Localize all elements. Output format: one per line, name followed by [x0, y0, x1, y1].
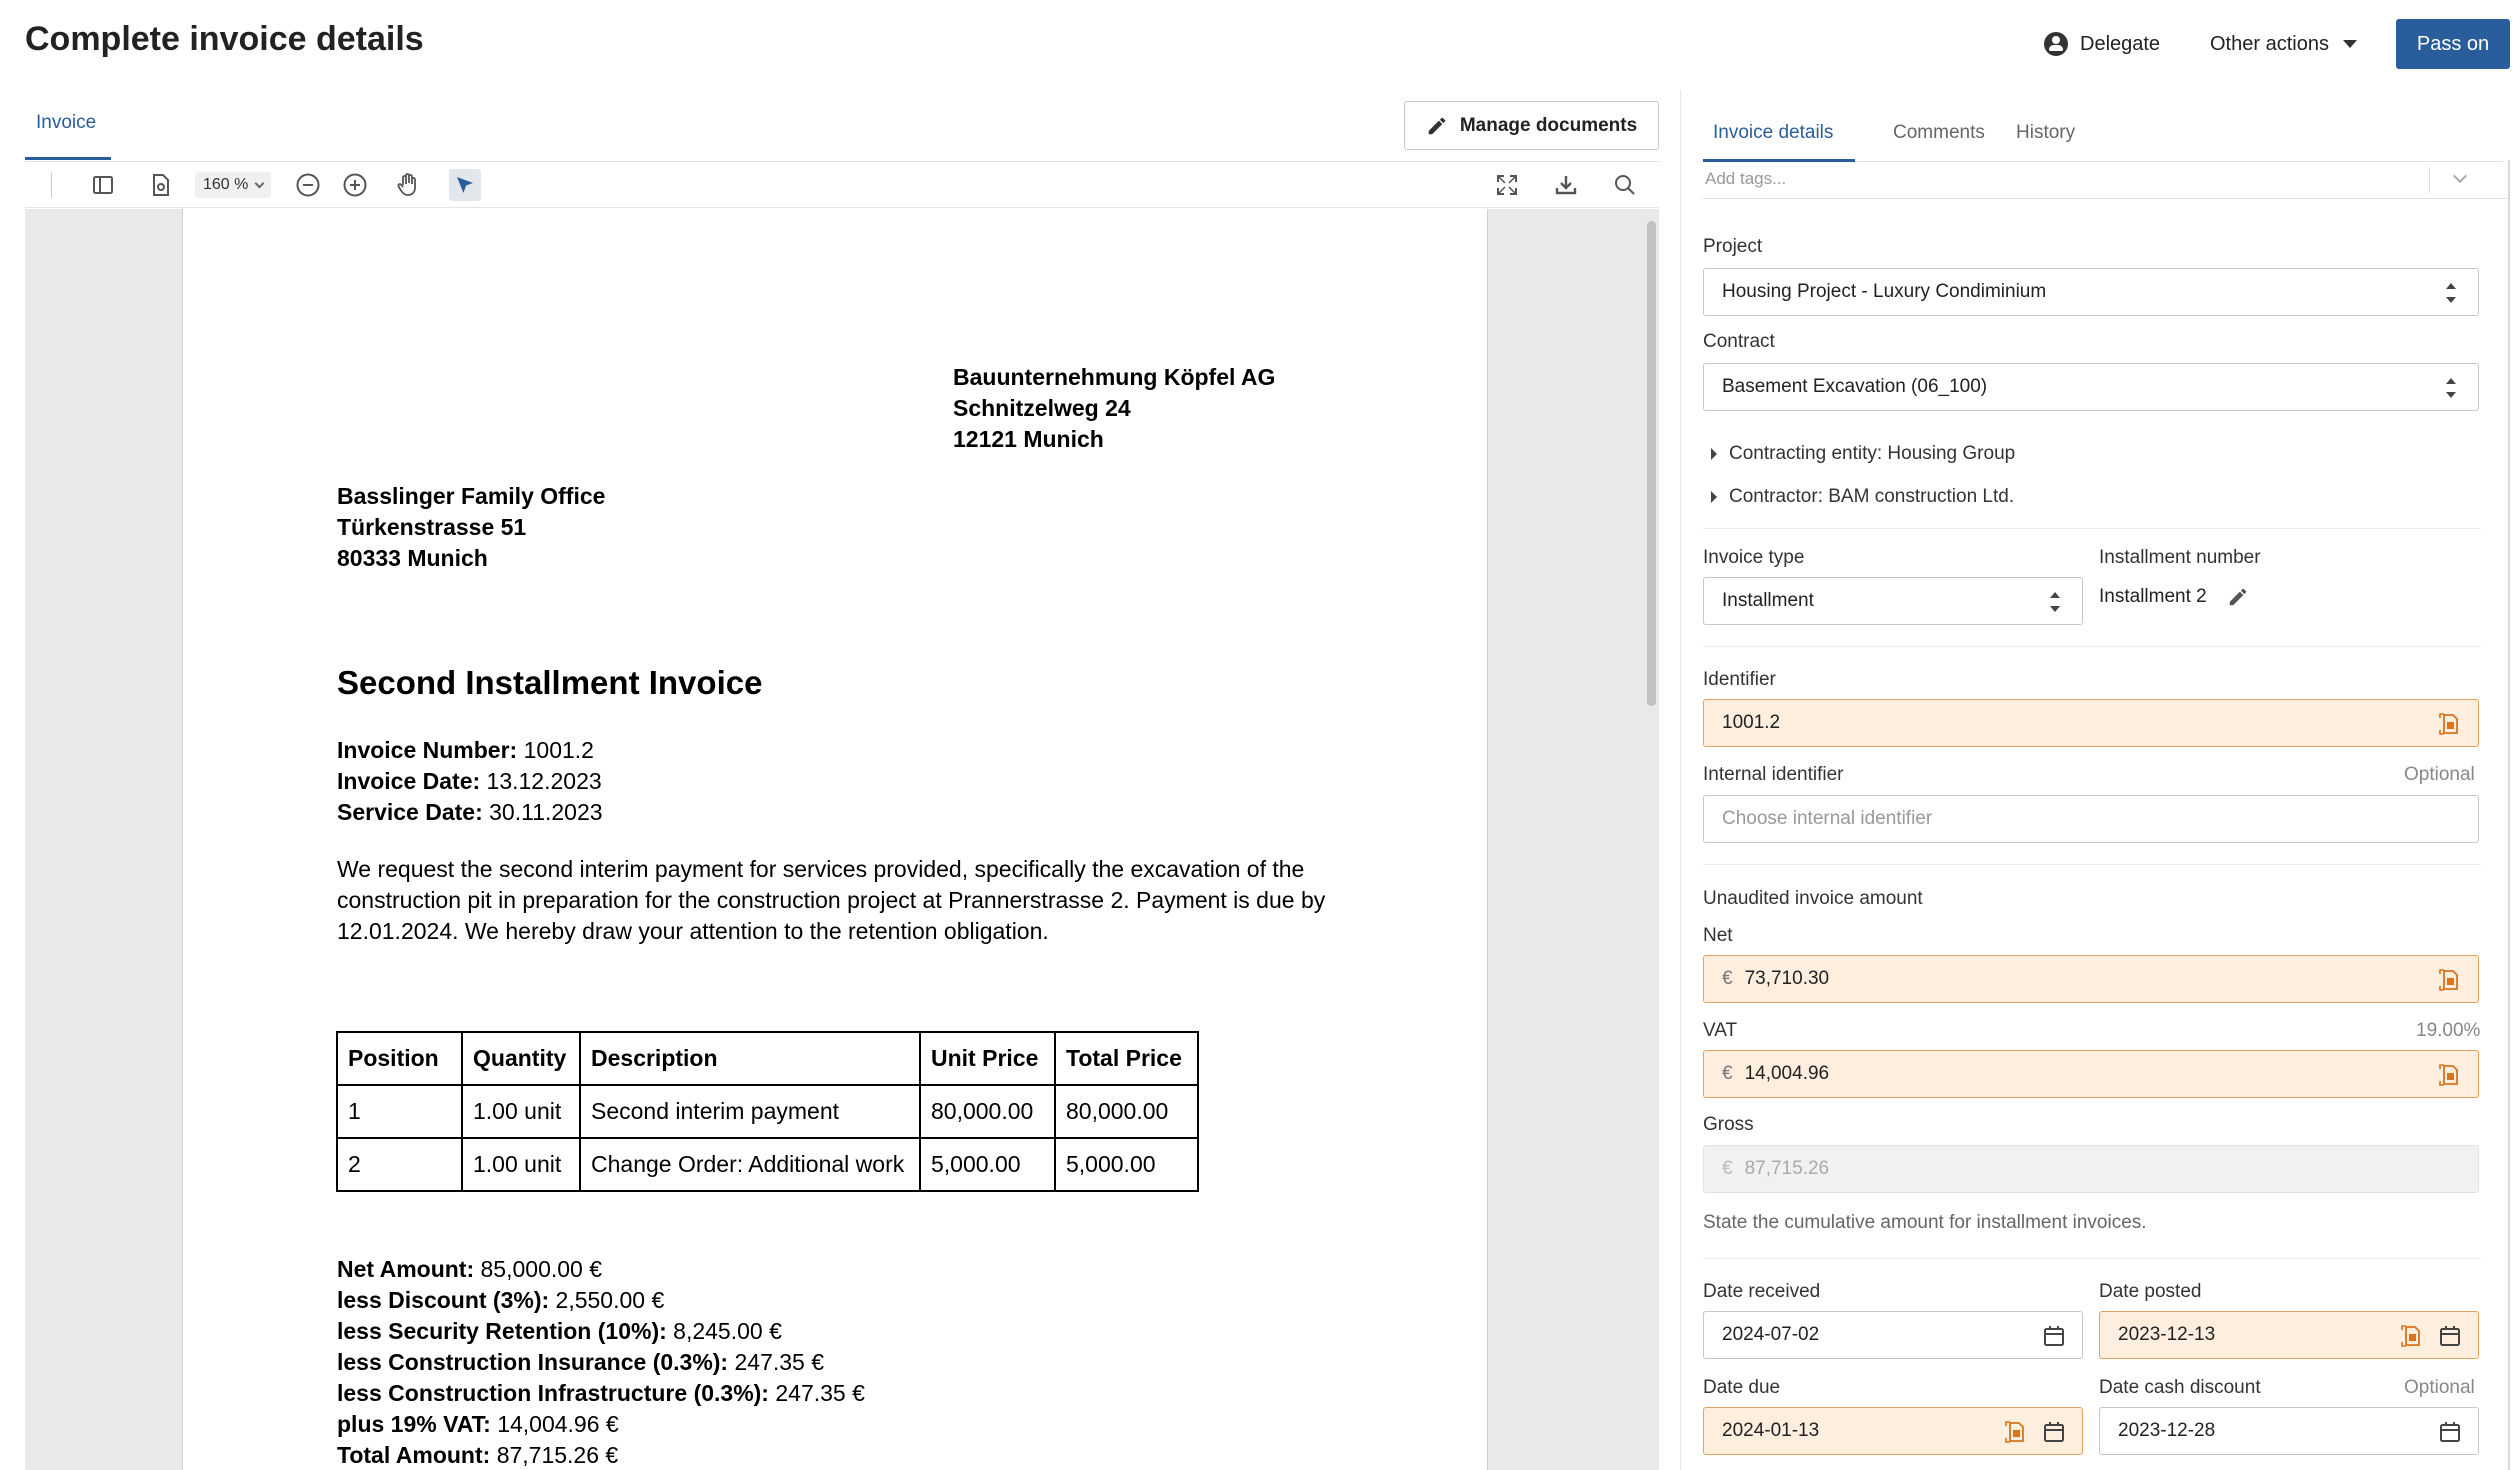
table-header-row [337, 1032, 1198, 1085]
invoice-paragraph: We request the second interim payment for services provided, specifically the excavation of the construction pit in preparation for the construction project at Prannerstrasse 2. Payment is due by 12.01.2024. We hereby draw your attention to the retention obligation. [337, 856, 1326, 944]
vat-label: VAT [1703, 1020, 1738, 1041]
ai-extract-icon[interactable] [2004, 1420, 2028, 1444]
table-cell: 5,000.00 [1055, 1138, 1198, 1191]
total-line [337, 1254, 865, 1285]
gross-amount-input [1703, 1145, 2479, 1193]
vat-rate: 19.00% [2416, 1020, 2481, 1041]
sidebar-toggle-icon[interactable] [87, 169, 119, 201]
document-properties-icon[interactable] [145, 169, 177, 201]
contracting-entity-text: Contracting entity: Housing Group [1729, 443, 2016, 464]
select-arrows-icon [2050, 592, 2060, 612]
meta-label: Service Date: [337, 799, 483, 825]
table-cell: 5,000.00 [920, 1138, 1055, 1191]
meta-value: 13.12.2023 [486, 768, 602, 794]
date-cash-discount-label: Date cash discount [2099, 1377, 2261, 1398]
select-arrows-icon [2446, 378, 2456, 398]
tags-divider [2429, 167, 2430, 193]
total-value: 2,550.00 € [555, 1287, 665, 1313]
table-row [337, 1085, 1198, 1138]
column-header: Quantity [462, 1032, 580, 1085]
divider [1703, 864, 2481, 865]
currency-symbol: € [1722, 1063, 1733, 1084]
total-label: less Construction Infrastructure (0.3%): [337, 1380, 769, 1406]
tab-invoice[interactable]: Invoice [36, 112, 97, 133]
tags-input[interactable] [1703, 163, 2507, 199]
tags-placeholder: Add tags... [1705, 169, 1787, 188]
net-label: Net [1703, 925, 1733, 946]
project-value: Housing Project - Luxury Condiminium [1722, 281, 2047, 302]
total-line [337, 1285, 865, 1316]
divider [1703, 1258, 2481, 1259]
invoice-page [182, 209, 1488, 1470]
identifier-input[interactable] [1703, 699, 2479, 747]
table-cell: 2 [337, 1138, 462, 1191]
sender-line: 12121 Munich [953, 426, 1104, 452]
total-value: 85,000.00 € [480, 1256, 603, 1282]
internal-identifier-placeholder: Choose internal identifier [1722, 808, 1933, 829]
table-cell: 1.00 unit [462, 1138, 580, 1191]
page-header [0, 0, 2516, 85]
recipient-line: Basslinger Family Office [337, 483, 606, 509]
delegate-button[interactable] [2044, 26, 2160, 62]
date-cash-discount-value: 2023-12-28 [2118, 1420, 2216, 1441]
invoice-type-select[interactable] [1703, 577, 2083, 625]
delegate-label: Delegate [2080, 32, 2161, 55]
table-row [337, 1138, 1198, 1191]
total-label: less Discount (3%): [337, 1287, 550, 1313]
total-label: Net Amount: [337, 1256, 475, 1282]
contract-value: Basement Excavation (06_100) [1722, 376, 1988, 397]
caret-right-icon [1711, 448, 1717, 460]
installment-number [2099, 586, 2249, 608]
caret-down-icon [2343, 40, 2357, 48]
invoice-title: Second Installment Invoice [337, 664, 763, 701]
contractor-text: Contractor: BAM construction Ltd. [1729, 486, 2015, 507]
tab-comments[interactable]: Comments [1893, 122, 1985, 143]
panel-scrollbar[interactable] [2508, 160, 2510, 1470]
total-label: plus 19% VAT: [337, 1411, 491, 1437]
total-line [337, 1440, 865, 1470]
sender-address [953, 362, 1275, 455]
zoom-select[interactable] [195, 172, 271, 198]
recipient-address [337, 481, 605, 574]
total-label: less Construction Insurance (0.3%): [337, 1349, 729, 1375]
meta-line [337, 797, 603, 828]
gross-label: Gross [1703, 1114, 1754, 1135]
tab-active-indicator [25, 157, 111, 160]
chevron-down-icon[interactable] [2453, 169, 2467, 183]
pdf-toolbar [25, 162, 1659, 208]
meta-line [337, 766, 603, 797]
zoom-out-icon[interactable] [292, 169, 324, 201]
gross-value: 87,715.26 [1744, 1158, 1830, 1179]
divider [1703, 646, 2481, 647]
other-actions-label: Other actions [2210, 32, 2329, 55]
optional-tag: Optional [2404, 1377, 2475, 1398]
date-posted-input[interactable] [2099, 1311, 2479, 1359]
hand-tool-icon[interactable] [393, 169, 425, 201]
recipient-line: 80333 Munich [337, 545, 488, 571]
column-header: Description [580, 1032, 920, 1085]
project-select[interactable] [1703, 268, 2479, 316]
contractor-expander[interactable] [1711, 486, 2014, 508]
pencil-icon [1426, 115, 1448, 137]
tab-active-indicator [1703, 159, 1855, 162]
currency-symbol: € [1722, 968, 1733, 989]
ai-extract-icon[interactable] [2438, 1063, 2462, 1087]
meta-value: 30.11.2023 [489, 799, 603, 825]
calendar-icon[interactable] [2438, 1324, 2462, 1348]
pencil-icon[interactable] [2227, 586, 2249, 608]
table-cell: 80,000.00 [1055, 1085, 1198, 1138]
recipient-line: Türkenstrasse 51 [337, 514, 527, 540]
table-cell: Second interim payment [580, 1085, 920, 1138]
invoice-meta [337, 735, 603, 828]
download-icon[interactable] [1550, 169, 1582, 201]
search-icon[interactable] [1609, 169, 1641, 201]
total-line [337, 1409, 865, 1440]
viewer-scrollbar[interactable] [1647, 221, 1656, 706]
page-title: Complete invoice details [25, 20, 424, 58]
internal-identifier-label: Internal identifier [1703, 764, 1844, 785]
installment-number-value: Installment 2 [2099, 586, 2207, 607]
cumulative-hint: State the cumulative amount for installment invoices. [1703, 1212, 2147, 1233]
table-cell: 1 [337, 1085, 462, 1138]
date-due-value: 2024-01-13 [1722, 1420, 1820, 1441]
calendar-icon[interactable] [2042, 1420, 2066, 1444]
total-value: 14,004.96 € [497, 1411, 619, 1437]
column-header: Position [337, 1032, 462, 1085]
manage-documents-label: Manage documents [1459, 114, 1638, 136]
meta-line [337, 735, 603, 766]
net-value: 73,710.30 [1744, 968, 1830, 989]
ai-extract-icon[interactable] [2438, 712, 2462, 736]
positions-table [336, 1031, 1199, 1192]
date-received-input[interactable] [1703, 1311, 2083, 1359]
tab-invoice-details[interactable]: Invoice details [1713, 122, 1834, 143]
invoice-totals [337, 1254, 865, 1470]
zoom-in-icon[interactable] [339, 169, 371, 201]
select-arrows-icon [2446, 283, 2456, 303]
column-header: Unit Price [920, 1032, 1055, 1085]
column-header: Total Price [1055, 1032, 1198, 1085]
table-cell: Change Order: Additional work [580, 1138, 920, 1191]
divider [1703, 528, 2481, 529]
currency-symbol: € [1722, 1158, 1733, 1179]
date-posted-value: 2023-12-13 [2118, 1324, 2216, 1345]
pdf-viewer[interactable] [25, 209, 1659, 1470]
total-line [337, 1316, 865, 1347]
total-label: less Security Retention (10%): [337, 1318, 667, 1344]
contracting-entity-expander[interactable] [1711, 443, 2015, 465]
total-label: Total Amount: [337, 1442, 491, 1468]
table-cell: 1.00 unit [462, 1085, 580, 1138]
date-received-value: 2024-07-02 [1722, 1324, 1820, 1345]
meta-label: Invoice Date: [337, 768, 481, 794]
table-cell: 80,000.00 [920, 1085, 1055, 1138]
caret-right-icon [1711, 491, 1717, 503]
unaudited-amount-heading: Unaudited invoice amount [1703, 888, 1923, 909]
other-actions-dropdown[interactable] [2210, 26, 2357, 62]
contract-label: Contract [1703, 331, 1775, 352]
total-value: 8,245.00 € [673, 1318, 782, 1344]
pass-on-button[interactable]: Pass on [2396, 19, 2510, 69]
user-circle-icon [2044, 32, 2068, 56]
sender-line: Schnitzelweg 24 [953, 395, 1131, 421]
invoice-type-label: Invoice type [1703, 547, 1805, 568]
tab-history[interactable]: History [2016, 122, 2076, 143]
identifier-value: 1001.2 [1722, 712, 1781, 733]
ai-extract-icon[interactable] [2438, 968, 2462, 992]
total-line [337, 1347, 865, 1378]
date-posted-label: Date posted [2099, 1281, 2202, 1302]
calendar-icon[interactable] [2438, 1420, 2462, 1444]
sender-line: Bauunternehmung Köpfel AG [953, 364, 1276, 390]
manage-documents-button[interactable] [1404, 101, 1659, 150]
details-tabs [1703, 100, 2503, 162]
project-label: Project [1703, 236, 1763, 257]
installment-number-label: Installment number [2099, 547, 2261, 568]
zoom-value: 160 % [203, 176, 249, 193]
meta-value: 1001.2 [523, 737, 594, 763]
contract-select[interactable] [1703, 363, 2479, 411]
net-amount-input[interactable] [1703, 955, 2479, 1003]
total-line [337, 1378, 865, 1409]
vat-amount-input[interactable] [1703, 1050, 2479, 1098]
vat-value: 14,004.96 [1744, 1063, 1830, 1084]
total-value: 87,715.26 € [496, 1442, 619, 1468]
total-value: 247.35 € [775, 1380, 865, 1406]
calendar-icon[interactable] [2042, 1324, 2066, 1348]
date-due-label: Date due [1703, 1377, 1781, 1398]
meta-label: Invoice Number: [337, 737, 518, 763]
date-received-label: Date received [1703, 1281, 1821, 1302]
ai-extract-icon[interactable] [2400, 1324, 2424, 1348]
identifier-label: Identifier [1703, 669, 1776, 690]
date-due-input[interactable] [1703, 1407, 2083, 1455]
optional-tag: Optional [2404, 764, 2475, 785]
total-value: 247.35 € [734, 1349, 825, 1375]
invoice-type-value: Installment [1722, 590, 1814, 611]
date-cash-discount-input[interactable] [2099, 1407, 2479, 1455]
select-tool-icon[interactable] [449, 169, 481, 201]
fullscreen-icon[interactable] [1491, 169, 1523, 201]
chevron-down-icon [255, 178, 265, 188]
toolbar-divider [51, 172, 52, 198]
internal-identifier-input[interactable] [1703, 795, 2479, 843]
